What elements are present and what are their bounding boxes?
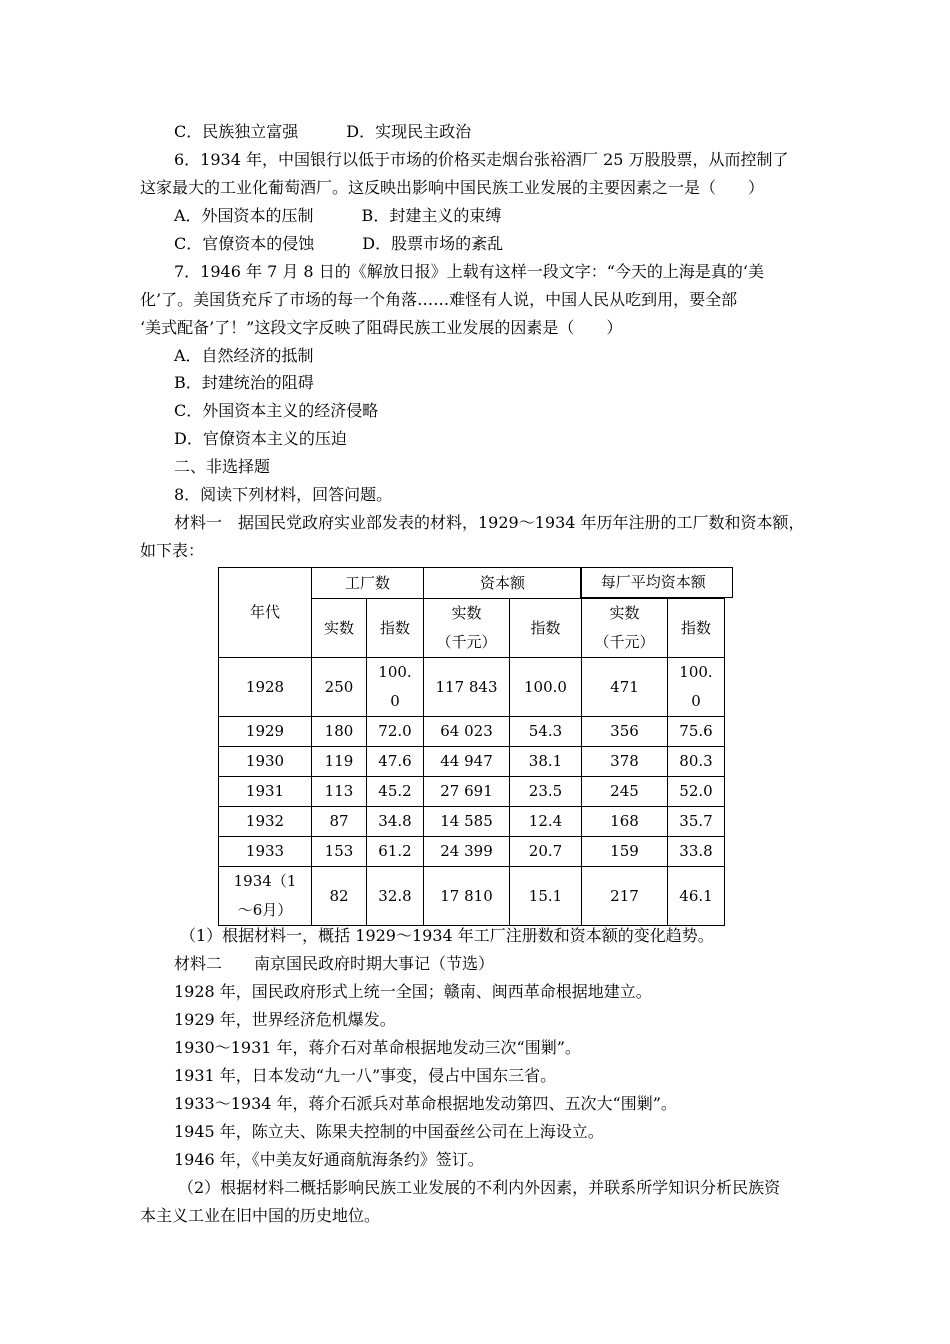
cell-avg-index xyxy=(668,658,725,717)
factory-capital-table xyxy=(218,567,725,926)
table-row xyxy=(219,837,725,867)
q7-option-b: B．封建统治的阻碍 xyxy=(174,373,314,392)
cell-avg-index: 80.3 xyxy=(668,747,725,777)
cell-capital: 117 843 xyxy=(424,658,510,717)
cell-avg-index: 35.7 xyxy=(668,807,725,837)
event-1946: 1946 年，《中美友好通商航海条约》签订。 xyxy=(174,1150,484,1169)
q5-options-cd: C．民族独立富强 D．实现民主政治 xyxy=(174,122,472,141)
event-1931: 1931 年，日本发动“九一八”事变，侵占中国东三省。 xyxy=(174,1066,557,1085)
section-heading: 二、非选择题 xyxy=(174,457,271,476)
header-avg-capital: 每厂平均资本额 xyxy=(600,573,706,592)
cell-capital: 44 947 xyxy=(424,747,510,777)
cell-factory-index: 72.0 xyxy=(367,717,424,747)
q7-stem-line2: 化’了。美国货充斥了市场的每一个角落……难怪有人说，中国人民从吃到用，要全部 xyxy=(140,290,738,309)
cell-capital-index: 23.5 xyxy=(510,777,582,807)
cell-year: 1931 xyxy=(219,777,312,807)
q8-part2-line2: 本主义工业在旧中国的历史地位。 xyxy=(140,1206,381,1225)
cell-factory-count: 119 xyxy=(312,747,367,777)
cell-avg-index: 52.0 xyxy=(668,777,725,807)
cell-avg-index: 33.8 xyxy=(668,837,725,867)
table-row xyxy=(219,747,725,777)
cell-capital: 17 810 xyxy=(424,867,510,926)
event-1928: 1928 年，国民政府形式上统一全国；赣南、闽西革命根据地建立。 xyxy=(174,982,652,1001)
cell-avg-index: 75.6 xyxy=(668,717,725,747)
cell-factory-count: 180 xyxy=(312,717,367,747)
event-1930: 1930～1931 年，蒋介石对革命根据地发动三次“围剿”。 xyxy=(174,1038,581,1057)
cell-factory-index: 34.8 xyxy=(367,807,424,837)
cell-year: 1930 xyxy=(219,747,312,777)
event-1929: 1929 年，世界经济危机爆发。 xyxy=(174,1010,396,1029)
cell-line: 实数 xyxy=(451,604,482,622)
cell-line: 1934（1 xyxy=(233,872,297,890)
event-1933: 1933～1934 年，蒋介石派兵对革命根据地发动第四、五次大“围剿”。 xyxy=(174,1094,677,1113)
event-1945: 1945 年，陈立夫、陈果夫控制的中国蚕丝公司在上海设立。 xyxy=(174,1122,604,1141)
cell-factory-count: 82 xyxy=(312,867,367,926)
cell-line: ～6月） xyxy=(237,901,293,919)
cell-avg: 471 xyxy=(582,658,668,717)
cell-factory-count: 113 xyxy=(312,777,367,807)
cell-year: 1929 xyxy=(219,717,312,747)
cell-year: 1932 xyxy=(219,807,312,837)
cell-factory-index: 47.6 xyxy=(367,747,424,777)
cell-line: （千元） xyxy=(436,633,497,651)
sub-count: 实数 xyxy=(312,599,367,658)
cell-capital: 24 399 xyxy=(424,837,510,867)
cell-factory-index: 32.8 xyxy=(367,867,424,926)
cell-capital: 27 691 xyxy=(424,777,510,807)
cell-line: 0 xyxy=(390,692,400,710)
cell-capital-index: 38.1 xyxy=(510,747,582,777)
cell-line: 100. xyxy=(378,663,412,681)
cell-capital-index: 54.3 xyxy=(510,717,582,747)
q6-stem-line1: 6．1934 年，中国银行以低于市场的价格买走烟台张裕酒厂 25 万股股票，从而控制了 xyxy=(174,150,789,169)
cell-factory-count: 153 xyxy=(312,837,367,867)
cell-year: 1933 xyxy=(219,837,312,867)
header-year: 年代 xyxy=(219,568,312,658)
material1-line1: 材料一 据国民党政府实业部发表的材料，1929～1934 年历年注册的工厂数和资本额， xyxy=(174,513,805,532)
material2-title: 材料二 南京国民政府时期大事记（节选） xyxy=(174,954,495,973)
table-row xyxy=(219,807,725,837)
cell-factory-index xyxy=(367,658,424,717)
cell-avg: 378 xyxy=(582,747,668,777)
sub-capital-index: 指数 xyxy=(510,599,582,658)
cell-avg: 168 xyxy=(582,807,668,837)
q6-stem-line2: 这家最大的工业化葡萄酒厂。这反映出影响中国民族工业发展的主要因素之一是（ ） xyxy=(140,178,765,197)
q7-option-d: D．官僚资本主义的压迫 xyxy=(174,429,347,448)
cell-avg-index: 46.1 xyxy=(668,867,725,926)
cell-line: 0 xyxy=(691,692,701,710)
cell-line: 实数 xyxy=(609,604,640,622)
q7-option-a: A．自然经济的抵制 xyxy=(174,346,314,365)
header-capital: 资本额 xyxy=(424,568,582,599)
q6-options-ab: A．外国资本的压制 B．封建主义的束缚 xyxy=(174,206,502,225)
cell-avg: 159 xyxy=(582,837,668,867)
q8-part1: （1）根据材料一，概括 1929～1934 年工厂注册数和资本额的变化趋势。 xyxy=(180,926,714,945)
cell-factory-index: 45.2 xyxy=(367,777,424,807)
q7-option-c: C．外国资本主义的经济侵略 xyxy=(174,401,379,420)
table-row xyxy=(219,867,725,926)
cell-year xyxy=(219,867,312,926)
cell-capital-index: 100.0 xyxy=(510,658,582,717)
q8-part2-line1: （2）根据材料二概括影响民族工业发展的不利内外因素，并联系所学知识分析民族资 xyxy=(178,1178,781,1197)
cell-capital-index: 12.4 xyxy=(510,807,582,837)
sub-avg-amount xyxy=(582,599,668,658)
cell-line: 100. xyxy=(679,663,713,681)
material1-line2: 如下表： xyxy=(140,541,205,560)
cell-avg: 217 xyxy=(582,867,668,926)
table-row xyxy=(219,777,725,807)
sub-capital-amount xyxy=(424,599,510,658)
cell-factory-count: 250 xyxy=(312,658,367,717)
cell-line: （千元） xyxy=(594,633,655,651)
cell-capital-index: 20.7 xyxy=(510,837,582,867)
cell-year: 1928 xyxy=(219,658,312,717)
header-factories: 工厂数 xyxy=(312,568,424,599)
q7-stem-line1: 7．1946 年 7 月 8 日的《解放日报》上载有这样一段文字：“今天的上海是真的‘美 xyxy=(174,262,764,281)
q7-stem-line3: ‘美式配备’了！”这段文字反映了阻碍民族工业发展的因素是（ ） xyxy=(140,318,623,337)
cell-factory-index: 61.2 xyxy=(367,837,424,867)
cell-factory-count: 87 xyxy=(312,807,367,837)
q6-options-cd: C．官僚资本的侵蚀 D．股票市场的紊乱 xyxy=(174,234,504,253)
cell-capital: 64 023 xyxy=(424,717,510,747)
cell-avg: 356 xyxy=(582,717,668,747)
sub-index: 指数 xyxy=(367,599,424,658)
table-row xyxy=(219,717,725,747)
sub-avg-index: 指数 xyxy=(668,599,725,658)
q8-stem: 8．阅读下列材料，回答问题。 xyxy=(174,485,393,504)
cell-avg: 245 xyxy=(582,777,668,807)
table-row xyxy=(219,658,725,717)
cell-capital: 14 585 xyxy=(424,807,510,837)
cell-capital-index: 15.1 xyxy=(510,867,582,926)
